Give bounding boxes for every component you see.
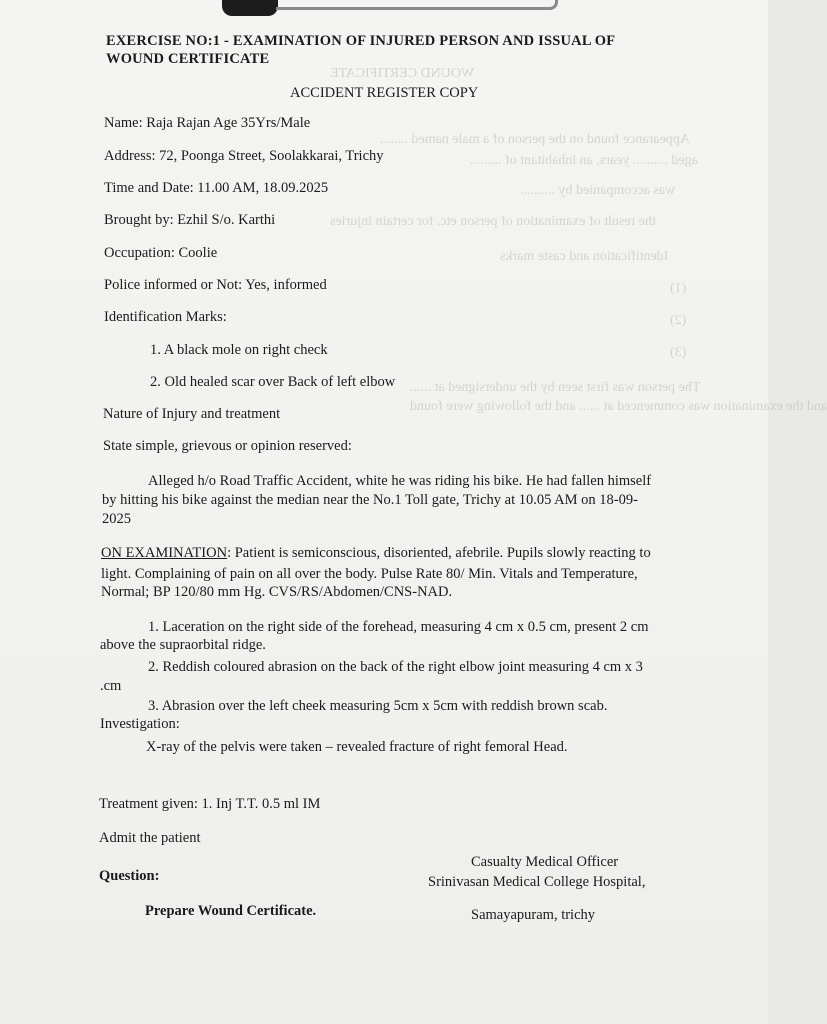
investigation-text: X-ray of the pelvis were taken – revealed fracture of right femoral Head.: [146, 739, 568, 755]
show-through-text: Identification and caste marks: [500, 249, 669, 264]
show-through-text: was accompanied by ..........: [520, 183, 676, 198]
show-through-text: (2): [670, 313, 687, 328]
clip-knob: [222, 0, 278, 16]
show-through-text: Appearance found on the person of a male named ........: [380, 132, 690, 147]
injury-2-line-1: 2. Reddish coloured abrasion on the back of the right elbow joint measuring 4 cm x 3: [148, 659, 643, 675]
signature-hospital: Srinivasan Medical College Hospital,: [428, 874, 646, 890]
history-line-3: 2025: [102, 511, 131, 527]
examination-line-1: [101, 545, 651, 562]
field-nature-of-injury: Nature of Injury and treatment: [103, 406, 281, 422]
show-through-text: WOUND CERTIFICATE: [330, 66, 475, 81]
injury-1-line-2: above the supraorbital ridge.: [100, 637, 266, 653]
field-brought-by: Brought by: Ezhil S/o. Karthi: [104, 212, 276, 228]
field-state: State simple, grievous or opinion reserved:: [103, 438, 352, 454]
field-police: Police informed or Not: Yes, informed: [104, 277, 327, 293]
heading-line-2: WOUND CERTIFICATE: [106, 51, 270, 67]
heading-line-1: EXERCISE NO:1 - EXAMINATION OF INJURED PERSON AND ISSUAL OF: [106, 33, 616, 49]
field-time-date: Time and Date: 11.00 AM, 18.09.2025: [104, 180, 329, 196]
identification-mark-1: 1. A black mole on right check: [150, 342, 328, 358]
identification-mark-2: 2. Old healed scar over Back of left elbow: [150, 374, 396, 390]
field-address: Address: 72, Poonga Street, Soolakkarai, Trichy: [104, 148, 384, 164]
injury-1-line-1: 1. Laceration on the right side of the forehead, measuring 4 cm x 0.5 cm, present 2 cm: [148, 619, 649, 635]
paper-clip-image: [218, 0, 563, 18]
show-through-text: and the examination was commenced at ...... and the following were found: [410, 399, 827, 414]
clip-wire: [276, 0, 558, 10]
show-through-text: (1): [670, 281, 687, 296]
injury-3: 3. Abrasion over the left cheek measuring 5cm x 5cm with reddish brown scab.: [148, 698, 608, 714]
investigation-label: Investigation:: [100, 716, 180, 732]
examination-text: : Patient is semiconscious, disoriented, afebrile. Pupils slowly reacting to: [227, 545, 651, 561]
examination-line-3: Normal; BP 120/80 mm Hg. CVS/RS/Abdomen/CNS-NAD.: [101, 584, 453, 600]
history-line-2: by hitting his bike against the median near the No.1 Toll gate, Trichy at 10.05 AM on 18-09-: [102, 492, 638, 508]
show-through-text: The person was first seen by the undersigned at ......: [410, 380, 701, 395]
treatment-given: Treatment given: 1. Inj T.T. 0.5 ml IM: [99, 796, 321, 812]
signature-location: Samayapuram, trichy: [471, 907, 596, 923]
history-line-1: Alleged h/o Road Traffic Accident, white he was riding his bike. He had fallen himself: [148, 473, 652, 489]
show-through-text: aged .......... years, an inhabitant of .........: [470, 153, 698, 168]
question-label: Question:: [99, 868, 160, 884]
field-identification: Identification Marks:: [104, 309, 227, 325]
show-through-text: the result of examination of person etc. for certain injuries: [330, 214, 656, 229]
examination-label: ON EXAMINATION: [101, 545, 228, 561]
field-occupation: Occupation: Coolie: [104, 245, 218, 261]
show-through-text: (3): [670, 345, 687, 360]
question-task: Prepare Wound Certificate.: [145, 903, 317, 919]
subtitle: ACCIDENT REGISTER COPY: [290, 85, 479, 101]
admit-instruction: Admit the patient: [99, 830, 201, 846]
injury-2-line-2: .cm: [100, 678, 122, 694]
field-name: Name: Raja Rajan Age 35Yrs/Male: [104, 115, 311, 131]
signature-designation: Casualty Medical Officer: [471, 854, 619, 870]
examination-line-2: light. Complaining of pain on all over the body. Pulse Rate 80/ Min. Vitals and Temperature,: [101, 566, 638, 582]
